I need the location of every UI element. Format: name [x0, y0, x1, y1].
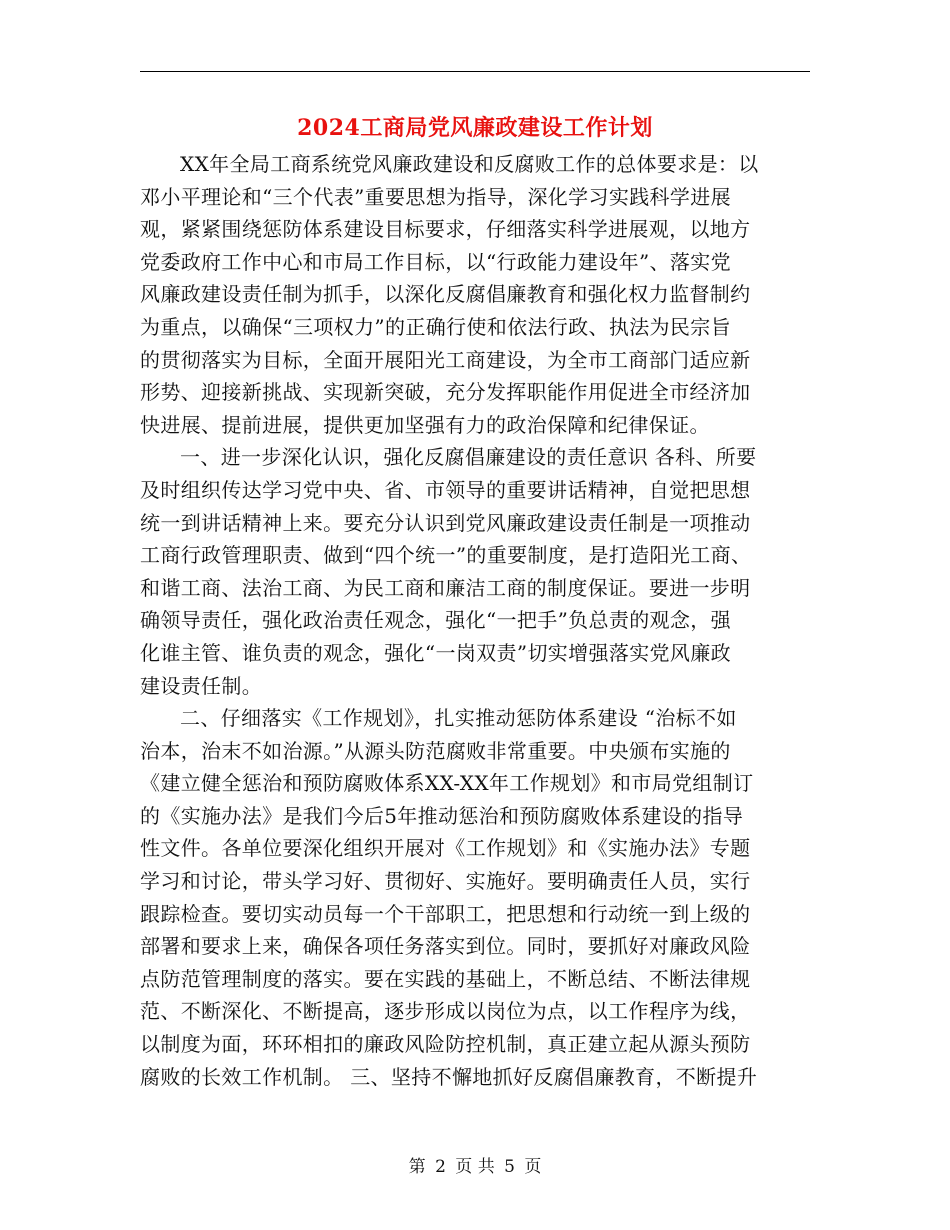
body-line: 确领导责任，强化政治责任观念，强化“一把手”负总责的观念，强 [140, 608, 731, 633]
body-line: 腐败的长效工作机制。 三、坚持不懈地抓好反腐倡廉教育，不断提升 [140, 1064, 758, 1089]
body-line: 部署和要求上来，确保各项任务落实到位。同时，要抓好对廉政风险 [140, 934, 751, 959]
document-body [140, 148, 810, 1093]
body-line: 一、进一步深化认识，强化反腐倡廉建设的责任意识 各科、所要 [180, 445, 757, 470]
page-footer [0, 1152, 950, 1177]
footer-middle: 页 共 [455, 1157, 495, 1177]
body-line: 点防范管理制度的落实。要在实践的基础上，不断总结、不断法律规 [140, 966, 751, 991]
body-line: 观，紧紧围绕惩防体系建设目标要求，仔细落实科学进展观，以地方 [140, 217, 751, 242]
body-line: 党委政府工作中心和市局工作目标，以“行政能力建设年”、落实党 [140, 249, 731, 274]
body-line: 统一到讲话精神上来。要充分认识到党风廉政建设责任制是一项推动 [140, 510, 751, 535]
body-line: 的贯彻落实为目标，全面开展阳光工商建设，为全市工商部门适应新 [140, 347, 751, 372]
body-line: 工商行政管理职责、做到“四个统一”的重要制度，是打造阳光工商、 [140, 543, 752, 568]
body-line: 《建立健全惩治和预防腐败体系XX-XX年工作规划》和市局党组制订 [140, 771, 754, 796]
current-page-number: 2 [435, 1157, 446, 1177]
body-line: 化谁主管、谁负责的观念，强化“一岗双责”切实增强落实党风廉政 [140, 640, 731, 665]
body-line: 治本，治末不如治源。”从源头防范腐败非常重要。中央颁布实施的 [140, 738, 731, 763]
body-line: 二、仔细落实《工作规划》，扎实推动惩防体系建设 “治标不如 [180, 706, 737, 731]
body-line: 及时组织传达学习党中央、省、市领导的重要讲话精神，自觉把思想 [140, 477, 751, 502]
total-page-count: 5 [504, 1157, 515, 1177]
body-line: 跟踪检查。要切实动员每一个干部职工，把思想和行动统一到上级的 [140, 901, 751, 926]
header-rule [140, 71, 810, 72]
body-line: 快进展、提前进展，提供更加坚强有力的政治保障和纪律保证。 [140, 412, 710, 437]
document-title: 2024工商局党风廉政建设工作计划 [297, 115, 653, 141]
body-line: 风廉政建设责任制为抓手，以深化反腐倡廉教育和强化权力监督制约 [140, 282, 751, 307]
body-line: 的《实施办法》是我们今后5年推动惩治和预防腐败体系建设的指导 [140, 803, 744, 828]
body-line: 形势、迎接新挑战、实现新突破，充分发挥职能作用促进全市经济加 [140, 380, 751, 405]
body-line: 邓小平理论和“三个代表”重要思想为指导，深化学习实践科学进展 [140, 184, 731, 209]
body-line: 性文件。各单位要深化组织开展对《工作规划》和《实施办法》专题 [140, 836, 751, 861]
footer-suffix: 页 [524, 1157, 542, 1177]
body-line: 为重点，以确保“三项权力”的正确行使和依法行政、执法为民宗旨 [140, 314, 731, 339]
body-line: XX年全局工商系统党风廉政建设和反腐败工作的总体要求是：以 [180, 152, 759, 176]
body-line: 建设责任制。 [140, 673, 263, 698]
body-line: 以制度为面，环环相扣的廉政风险防控机制，真正建立起从源头预防 [140, 1032, 751, 1057]
body-line: 学习和讨论，带头学习好、贯彻好、实施好。要明确责任人员，实行 [140, 869, 751, 894]
body-line: 范、不断深化、不断提高，逐步形成以岗位为点，以工作程序为线， [140, 999, 751, 1024]
footer-prefix: 第 [408, 1157, 426, 1177]
body-line: 和谐工商、法治工商、为民工商和廉洁工商的制度保证。要进一步明 [140, 575, 751, 600]
